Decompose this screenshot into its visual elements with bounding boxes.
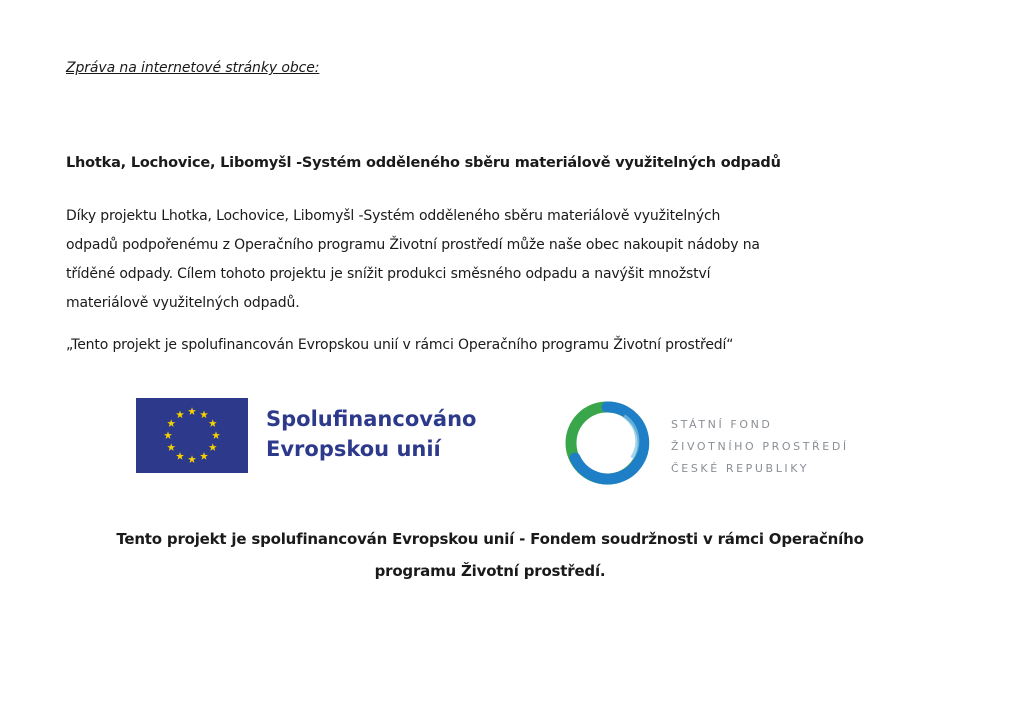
eu-logo-line: Spolufinancováno <box>266 407 477 431</box>
footer-line: programu Životní prostředí. <box>374 562 606 580</box>
sfzp-logo-line: ŽIVOTNÍHO PROSTŘEDÍ <box>671 440 849 453</box>
eu-logo-line: Evropskou unií <box>266 437 441 461</box>
document-title: Lhotka, Lochovice, Libomyšl -Systém odděleného sběru materiálově využitelných odpadů <box>66 155 781 171</box>
sfzp-logo-line: ČESKÉ REPUBLIKY <box>671 462 810 475</box>
sfzp-logo-text <box>671 414 849 480</box>
eu-logo-text <box>266 404 476 464</box>
heading-note: Zpráva na internetové stránky obce: <box>66 60 320 76</box>
eu-star-icon <box>188 455 196 463</box>
eu-star-icon <box>164 431 172 439</box>
sfzp-logo-line: STÁTNÍ FOND <box>671 418 773 431</box>
eu-star-icon <box>200 452 208 460</box>
eu-star-icon <box>167 443 175 451</box>
eu-star-icon <box>209 419 217 427</box>
quote-line: „Tento projekt je spolufinancován Evropskou unií v rámci Operačního programu Životní prostředí“ <box>66 337 734 353</box>
sfzp-ring-icon <box>562 398 652 488</box>
eu-star-icon <box>167 419 175 427</box>
logo-strip <box>136 398 896 490</box>
footer-statement <box>40 523 940 587</box>
eu-star-icon <box>176 452 184 460</box>
eu-star-icon <box>176 411 184 419</box>
body-line: materiálově využitelných odpadů. <box>66 295 300 311</box>
eu-star-icon <box>188 407 196 415</box>
body-paragraph <box>66 202 936 318</box>
body-line: tříděné odpady. Cílem tohoto projektu je snížit produkci směsného odpadu a navýšit množství <box>66 266 711 282</box>
eu-star-icon <box>209 443 217 451</box>
eu-star-icon <box>212 431 220 439</box>
body-line: odpadů podpořenému z Operačního programu Životní prostředí může naše obec nakoupit nádoby na <box>66 237 760 253</box>
eu-flag-icon <box>136 398 248 473</box>
eu-star-icon <box>200 411 208 419</box>
body-line: Díky projektu Lhotka, Lochovice, Libomyšl -Systém odděleného sběru materiálově využitelných <box>66 208 721 224</box>
footer-line: Tento projekt je spolufinancován Evropskou unií - Fondem soudržnosti v rámci Operačního <box>116 530 864 548</box>
